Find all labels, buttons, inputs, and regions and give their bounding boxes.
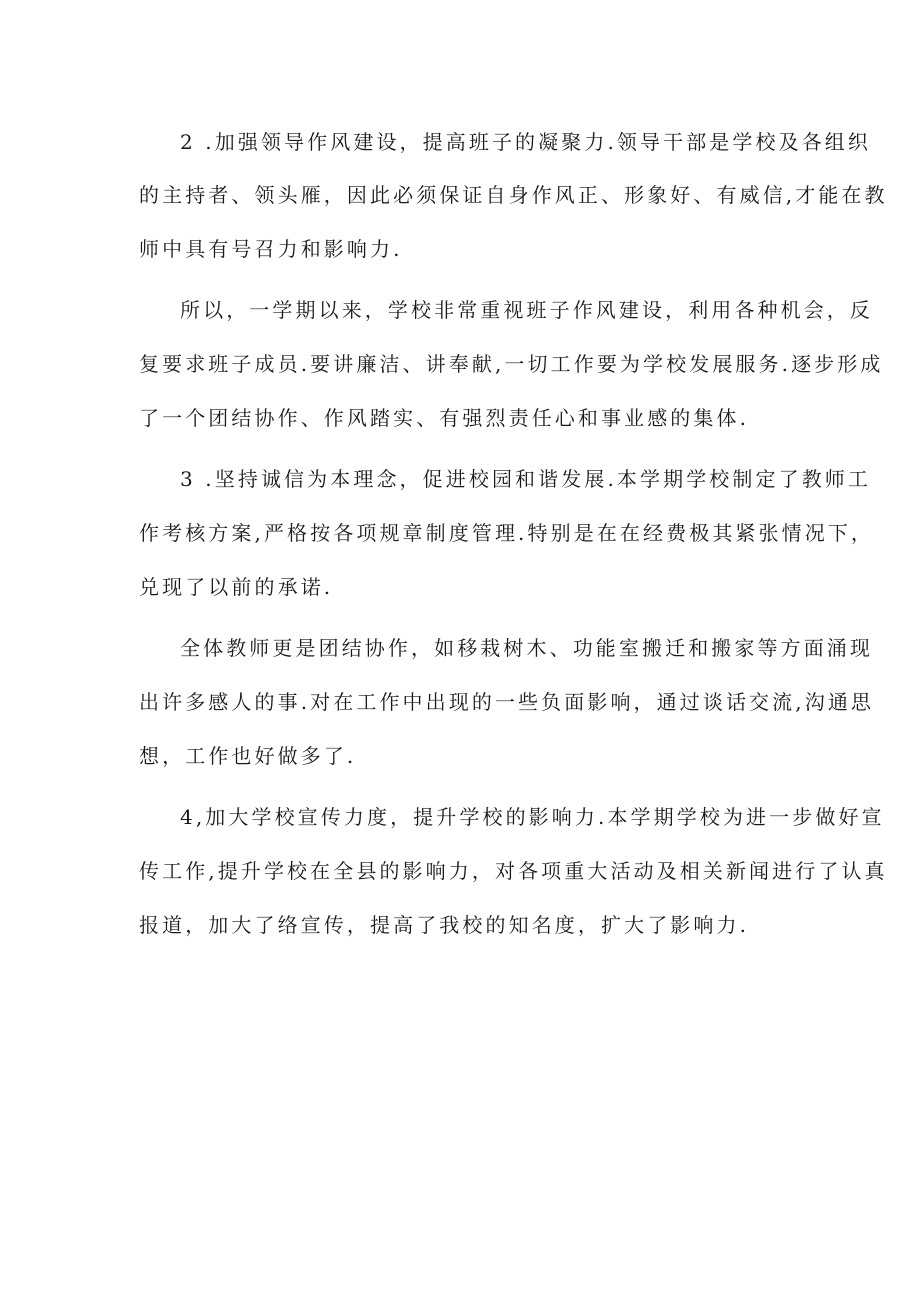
paragraph-line: 作考核方案,严格按各项规章制度管理.特别是在在经费极其紧张情况下， xyxy=(139,521,875,545)
paragraph-line: 报道，加大了络宣传，提高了我校的知名度，扩大了影响力. xyxy=(139,913,750,937)
paragraph-line: 所以，一学期以来，学校非常重视班子作风建设，利用各种机会，反 xyxy=(180,298,873,322)
paragraph-line: 4,加大学校宣传力度，提升学校的影响力.本学期学校为进一步做好宣 xyxy=(180,805,885,829)
paragraph-line: 全体教师更是团结协作，如移栽树木、功能室搬迁和搬家等方面涌现 xyxy=(180,636,873,660)
paragraph-line: 的主持者、领头雁，因此必须保证自身作风正、形象好、有威信,才能在教 xyxy=(139,183,888,207)
paragraph-line: 想，工作也好做多了. xyxy=(139,744,357,768)
paragraph-line: 传工作,提升学校在全县的影响力，对各项重大活动及相关新闻进行了认真 xyxy=(139,859,888,883)
paragraph-line: 复要求班子成员.要讲廉洁、讲奉献,一切工作要为学校发展服务.逐步形成 xyxy=(139,352,884,376)
paragraph-line: 了一个团结协作、作风踏实、有强烈责任心和事业感的集体. xyxy=(139,406,750,430)
paragraph-line: 3 .坚持诚信为本理念，促进校园和谐发展.本学期学校制定了教师工 xyxy=(180,467,871,491)
paragraph-line: 2 .加强领导作风建设，提高班子的凝聚力.领导干部是学校及各组织 xyxy=(180,130,871,154)
paragraph-line: 兑现了以前的承诺. xyxy=(139,575,334,599)
paragraph-line: 出许多感人的事.对在工作中出现的一些负面影响，通过谈话交流,沟通思 xyxy=(139,690,875,714)
paragraph-line: 师中具有号召力和影响力. xyxy=(139,237,403,261)
